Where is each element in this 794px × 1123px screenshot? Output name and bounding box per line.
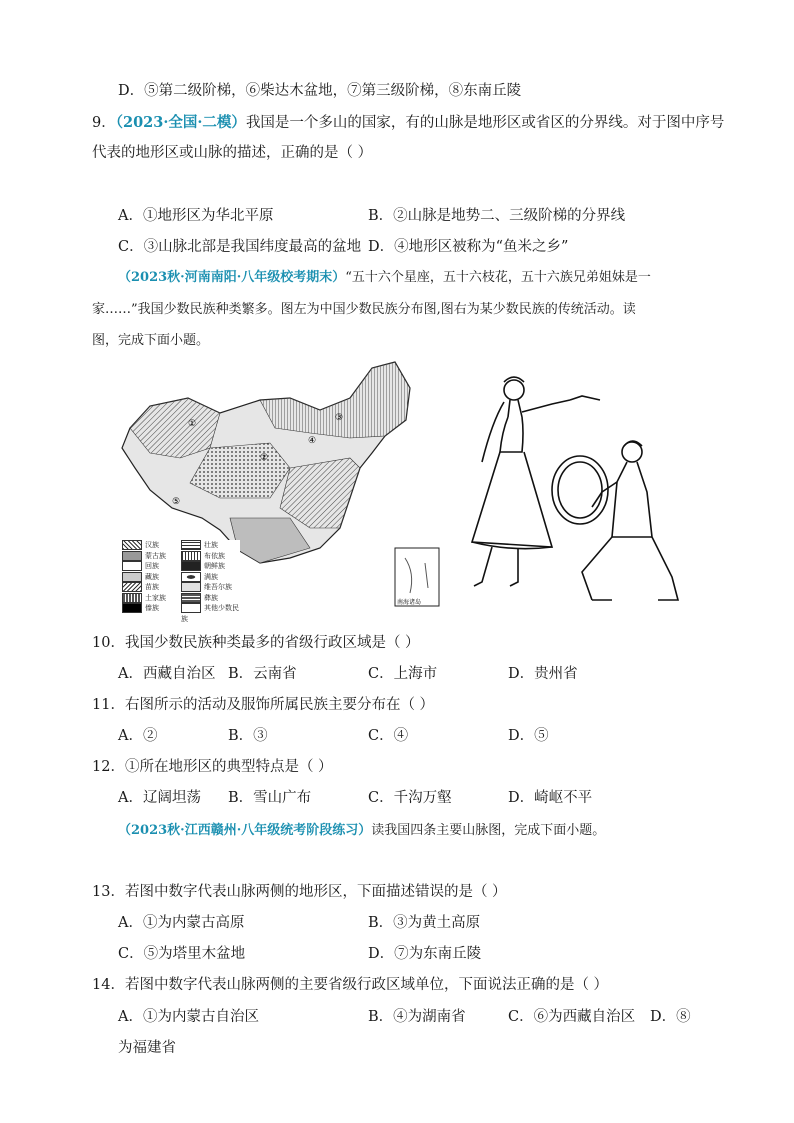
- q9-option-d: D．④地形区被称为“鱼米之乡”: [368, 239, 569, 255]
- legend-item: 回族: [122, 561, 181, 572]
- q14-option-d: D．⑧: [650, 1009, 691, 1025]
- q8-option-d: D．⑤第二级阶梯，⑥柴达木盆地，⑦第三级阶梯，⑧东南丘陵: [118, 83, 522, 99]
- legend-item: 其他少数民族: [181, 604, 239, 623]
- q10-option-a: A．西藏自治区: [118, 666, 216, 682]
- legend-item: 蒙古族: [122, 551, 181, 562]
- q12-option-d: D．崎岖不平: [508, 790, 593, 806]
- q9-option-b: B．②山脉是地势二、三级阶梯的分界线: [368, 208, 626, 224]
- q14-option-d-continued: 为福建省: [118, 1040, 176, 1056]
- legend-item: 苗族: [122, 582, 181, 593]
- q9-stem-text1: 我国是一个多山的国家，有的山脉是地形区或省区的分界线。对于图中序号: [245, 115, 725, 131]
- dancers-drawing: [452, 372, 684, 608]
- map-label-2: ②: [260, 453, 269, 463]
- map-inset-label: 南海诸岛: [397, 599, 422, 606]
- q11-option-c: C．④: [368, 728, 409, 744]
- passage1-line3: 图，完成下面小题。: [92, 333, 210, 348]
- q9-number: 9．: [92, 115, 116, 131]
- q10-stem: 10．我国少数民族种类最多的省级行政区域是（ ）: [92, 635, 420, 651]
- ethnic-distribution-map: [110, 358, 442, 623]
- legend-item: 傣族: [122, 603, 181, 624]
- map-label-3: ③: [335, 413, 344, 423]
- legend-item: 布依族: [181, 551, 240, 562]
- passage1-source: （2023秋·河南南阳·八年级校考期末）: [118, 270, 346, 285]
- q14-stem: 14．若图中数字代表山脉两侧的主要省级行政区域单位，下面说法正确的是（ ）: [92, 977, 609, 993]
- q10-option-d: D．贵州省: [508, 666, 578, 682]
- q9-option-a: A．①地形区为华北平原: [118, 208, 274, 224]
- q14-option-b: B．④为湖南省: [368, 1009, 466, 1025]
- legend-item: 藏族: [122, 572, 181, 583]
- q10-option-b: B．云南省: [228, 666, 297, 682]
- passage2: [118, 821, 605, 841]
- dancers-illustration: [452, 372, 684, 608]
- map-legend: [122, 540, 240, 624]
- passage1-text1: “五十六个星座，五十六枝花，五十六族兄弟姐妹是一: [345, 270, 651, 285]
- q11-option-a: A．②: [118, 728, 158, 744]
- legend-item: 土家族: [122, 593, 181, 604]
- q12-option-c: C．千沟万壑: [368, 790, 452, 806]
- q9-stem-line2: 代表的地形区或山脉的描述，正确的是（ ）: [92, 145, 373, 161]
- q14-option-c: C．⑥为西藏自治区: [508, 1009, 636, 1025]
- legend-item: 汉族: [122, 540, 181, 551]
- q9-stem-line1: [92, 113, 724, 133]
- q13-option-b: B．③为黄土高原: [368, 915, 481, 931]
- map-label-1: ①: [188, 419, 197, 429]
- legend-item: 彝族: [181, 593, 240, 604]
- q13-option-d: D．⑦为东南丘陵: [368, 946, 482, 962]
- q11-option-d: D．⑤: [508, 728, 549, 744]
- q13-option-c: C．⑤为塔里木盆地: [118, 946, 246, 962]
- q13-stem: 13．若图中数字代表山脉两侧的地形区，下面描述错误的是（ ）: [92, 884, 507, 900]
- q13-option-a: A．①为内蒙古高原: [118, 915, 245, 931]
- q14-option-a: A．①为内蒙古自治区: [118, 1009, 259, 1025]
- q11-stem: 11．右图所示的活动及服饰所属民族主要分布在（ ）: [92, 697, 435, 713]
- map-label-5: ⑤: [172, 497, 181, 507]
- q12-stem: 12．①所在地形区的典型特点是（ ）: [92, 759, 333, 775]
- q9-source: （2023·全国·二模）: [115, 114, 246, 131]
- passage2-text: 读我国四条主要山脉图，完成下面小题。: [371, 823, 606, 838]
- passage1-line1: [118, 268, 651, 288]
- passage1-line2: 家……”我国少数民族种类繁多。图左为中国少数民族分布图,图右为某少数民族的传统活动。读: [92, 302, 636, 317]
- map-label-4: ④: [308, 436, 317, 446]
- q10-option-c: C．上海市: [368, 666, 438, 682]
- passage2-source: （2023秋·江西赣州·八年级统考阶段练习）: [118, 823, 372, 838]
- q12-option-a: A．辽阔坦荡: [118, 790, 201, 806]
- legend-item: 朝鲜族: [181, 561, 240, 572]
- legend-item: 满族: [181, 572, 240, 583]
- q11-option-b: B．③: [228, 728, 268, 744]
- q9-option-c: C．③山脉北部是我国纬度最高的盆地: [118, 239, 362, 255]
- q12-option-b: B．雪山广布: [228, 790, 312, 806]
- legend-item: 壮族: [181, 540, 240, 551]
- legend-item: 维吾尔族: [181, 582, 240, 593]
